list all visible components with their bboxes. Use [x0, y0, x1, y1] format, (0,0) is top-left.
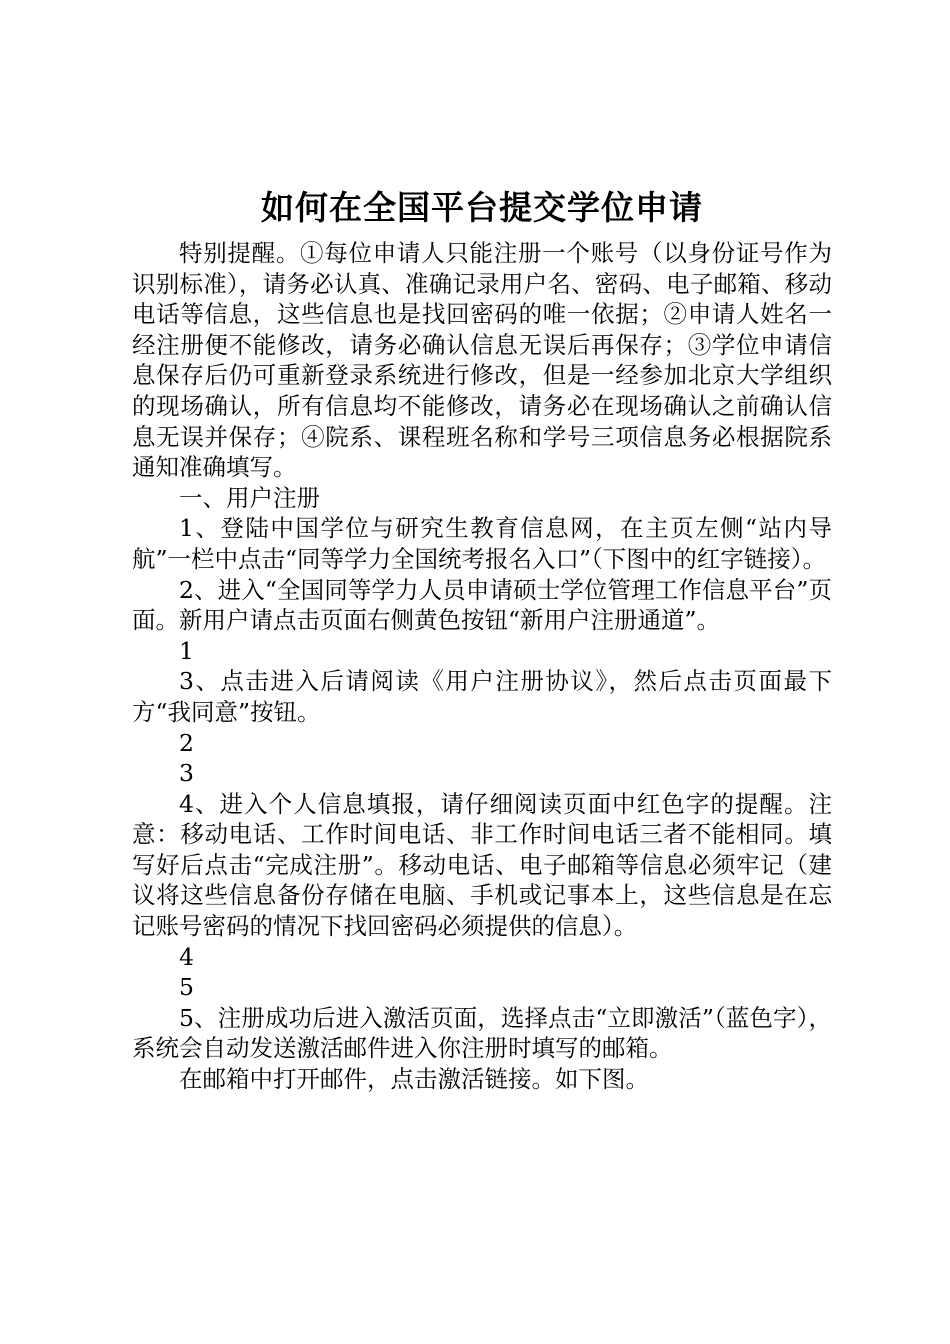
step-5-paragraph: 5、注册成功后进入激活页面，选择点击“立即激活”（蓝色字），系统会自动发送激活邮件进入你注册时填写的邮箱。: [132, 1003, 832, 1063]
step-3-paragraph: 3、点击进入后请阅读《用户注册协议》，然后点击页面最下方“我同意”按钮。: [132, 667, 832, 726]
document-title: 如何在全国平台提交学位申请: [261, 188, 703, 227]
section-heading-user-registration: 一、用户注册: [179, 483, 320, 512]
figure-marker: 1: [179, 636, 194, 665]
special-notice-paragraph: 特别提醒。①每位申请人只能注册一个账号（以身份证号作为识别标准），请务必认真、准确记录用户名、密码、电子邮箱、移动电话等信息，这些信息也是找回密码的唯一依据；②申请人姓名一经注册便不能修改，请务必确认信息无误后再保存；③学位申请信息保存后仍可重新登录系统进行修改，但是一经参加北京大学组织的现场确认，所有信息均不能修改，请务必在现场确认之前确认信息无误并保存；④院系、课程班名称和学号三项信息务必根据院系通知准确填写。: [132, 239, 832, 482]
step-2-paragraph: 2、进入“全国同等学力人员申请硕士学位管理工作信息平台”页面。新用户请点击页面右侧黄色按钮“新用户注册通道”。: [132, 575, 832, 635]
email-activation-paragraph: 在邮箱中打开邮件，点击激活链接。如下图。: [179, 1065, 649, 1094]
document-page: [132, 182, 832, 1095]
figure-marker: 3: [179, 759, 194, 788]
figure-marker: 5: [179, 973, 194, 1002]
step-1-paragraph: 1、登陆中国学位与研究生教育信息网，在主页左侧“站内导航”一栏中点击“同等学力全国统考报名入口”（下图中的红字链接）。: [132, 514, 832, 573]
step-4-paragraph: 4、进入个人信息填报，请仔细阅读页面中红色字的提醒。注意：移动电话、工作时间电话、非工作时间电话三者不能相同。填写好后点击“完成注册”。移动电话、电子邮箱等信息必须牢记（建议将这些信息备份存储在电脑、手机或记事本上，这些信息是在忘记账号密码的情况下找回密码必须提供的信息）。: [132, 789, 832, 941]
figure-marker: 2: [179, 728, 194, 757]
figure-marker: 4: [179, 942, 194, 971]
